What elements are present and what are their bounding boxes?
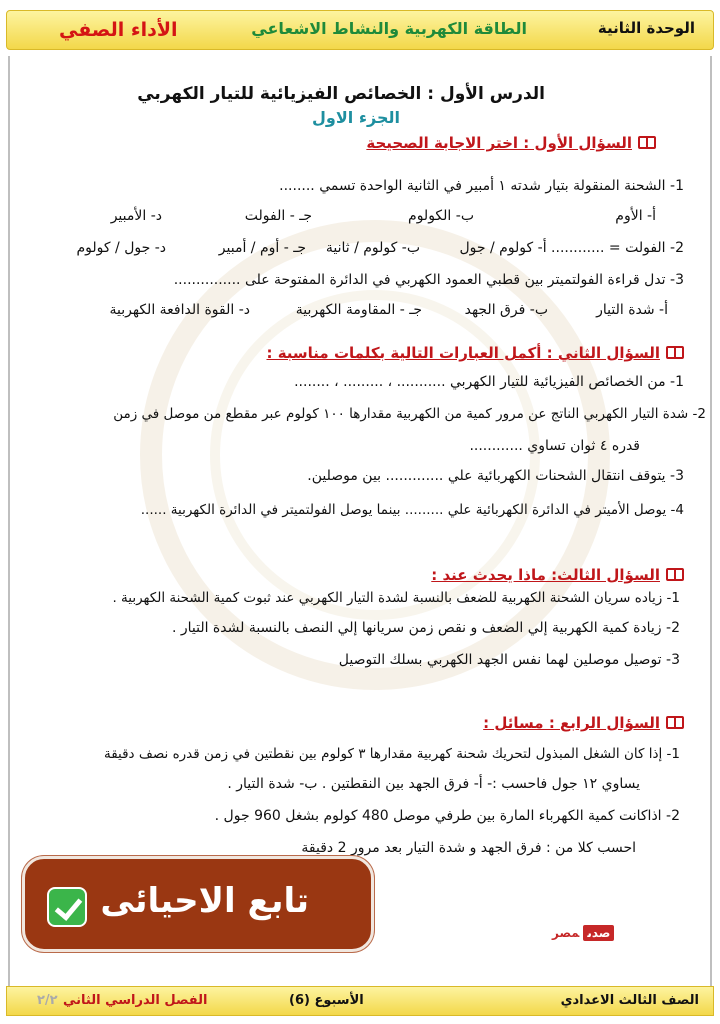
q4-item-1: 1- إذا كان الشغل المبذول لتحريك شحنة كهربية مقدارها ٣ كولوم بين نقطتين في زمن قدره نصف دقيقة [103,746,680,762]
q2-heading [266,344,684,362]
q1-item-1-option-a: أ- الأوم [615,208,656,224]
brand-label: الأداء الصفي [59,19,178,41]
header-bar [6,10,714,50]
q1-item-2-option-d: د- جول / كولوم [76,240,166,256]
book-icon [666,346,684,359]
q2-item-2-cont: قدره ٤ ثوان تساوي ............ [469,438,640,454]
page-number: ٢/٢ [37,993,58,1008]
follow-badge[interactable] [22,856,374,952]
badge-text: تابع الاحيائى [100,881,309,921]
q1-item-2-option-b: ب- كولوم / ثانية [325,240,420,256]
site-logo [552,926,614,940]
logo-part1: صدى [583,925,614,941]
q4-item-1-cont: يساوي ١٢ جول فاحسب :- أ- فرق الجهد بين النقطتين . ب- شدة التيار . [227,776,640,792]
q4-item-2: 2- اذاكانت كمية الكهرباء المارة بين طرفي موصل 480 كولوم بشغل 960 جول . [214,808,680,824]
unit-label: الوحدة الثانية [597,19,695,37]
grade-label: الصف الثالث الاعدادي [560,993,699,1008]
q1-item-3: 3- تدل قراءة الفولتميتر بين قطبي العمود الكهربي في الدائرة المفتوحة على ............... [173,272,684,288]
q4-item-2-cont: احسب كلا من : فرق الجهد و شدة التيار بعد مرور 2 دقيقة [301,840,636,856]
book-icon [666,716,684,729]
header-title: الطاقة الكهربية والنشاط الاشعاعي [251,19,527,38]
q2-item-3: 3- يتوقف انتقال الشحنات الكهربائية علي ............. بين موصلين. [307,468,684,484]
q2-item-4: 4- يوصل الأميتر في الدائرة الكهربائية علي ......... بينما يوصل الفولتميتر في الدائرة الكهربية ...... [140,502,684,518]
q3-heading [431,566,684,584]
q1-item-2: 2- الفولت = ............ أ- كولوم / جول [459,240,684,256]
q2-item-1: 1- من الخصائص الفيزيائية للتيار الكهربي ........... ، ......... ، ........ [294,374,684,390]
week-label: الأسبوع (6) [289,993,364,1008]
q1-item-1-option-b: ب- الكولوم [408,208,474,224]
book-icon [666,568,684,581]
q3-item-3: 3- توصيل موصلين لهما نفس الجهد الكهربي بسلك التوصيل [338,652,680,668]
q4-heading [483,714,684,732]
q3-heading-text: السؤال الثالث: ماذا يحدث عند : [431,566,660,584]
q1-item-1-option-d: د- الأمبير [110,208,162,224]
q2-item-2: 2- شدة التيار الكهربي الناتج عن مرور كمية من الكهربية مقدارها ١٠٠ كولوم عبر مقطع من موصل في زمن [113,406,706,422]
footer-bar [6,986,714,1016]
term-label: الفصل الدراسي الثاني [63,993,208,1008]
q1-item-2-option-c: جـ - أوم / أمبير [218,240,306,256]
q2-heading-text: السؤال الثاني : أكمل العبارات التالية بكلمات مناسبة : [266,344,660,362]
q1-item-1: 1- الشحنة المنقولة بتيار شدته ١ أمبير في الثانية الواحدة تسمي ........ [279,178,684,194]
book-icon [638,136,656,149]
logo-part2: مصر [552,926,580,940]
part-title: الجزء الاول [312,108,400,127]
q1-item-3-option-d: د- القوة الدافعة الكهربية [109,302,250,318]
q3-item-2: 2- زيادة كمية الكهربية إلي الضعف و نقص زمن سريانها إلي النصف بالنسبة لشدة التيار . [171,620,680,636]
q1-item-1-option-c: جـ - الفولت [244,208,312,224]
q3-item-1: 1- زياده سريان الشحنة الكهربية للضعف بالنسبة لشدة التيار الكهربي عند ثبوت كمية الشحنة الكهربية . [112,590,680,606]
q1-heading [366,134,656,152]
lesson-title: الدرس الأول : الخصائص الفيزيائية للتيار الكهربي [137,84,545,104]
q4-heading-text: السؤال الرابع : مسائل : [483,714,660,732]
check-icon [47,887,87,927]
q1-item-3-option-a: أ- شدة التيار [596,302,668,318]
q1-heading-text: السؤال الأول : اختر الاجابة الصحيحة [366,134,632,152]
q1-item-3-option-c: جـ - المقاومة الكهربية [295,302,422,318]
q1-item-3-option-b: ب- فرق الجهد [464,302,548,318]
